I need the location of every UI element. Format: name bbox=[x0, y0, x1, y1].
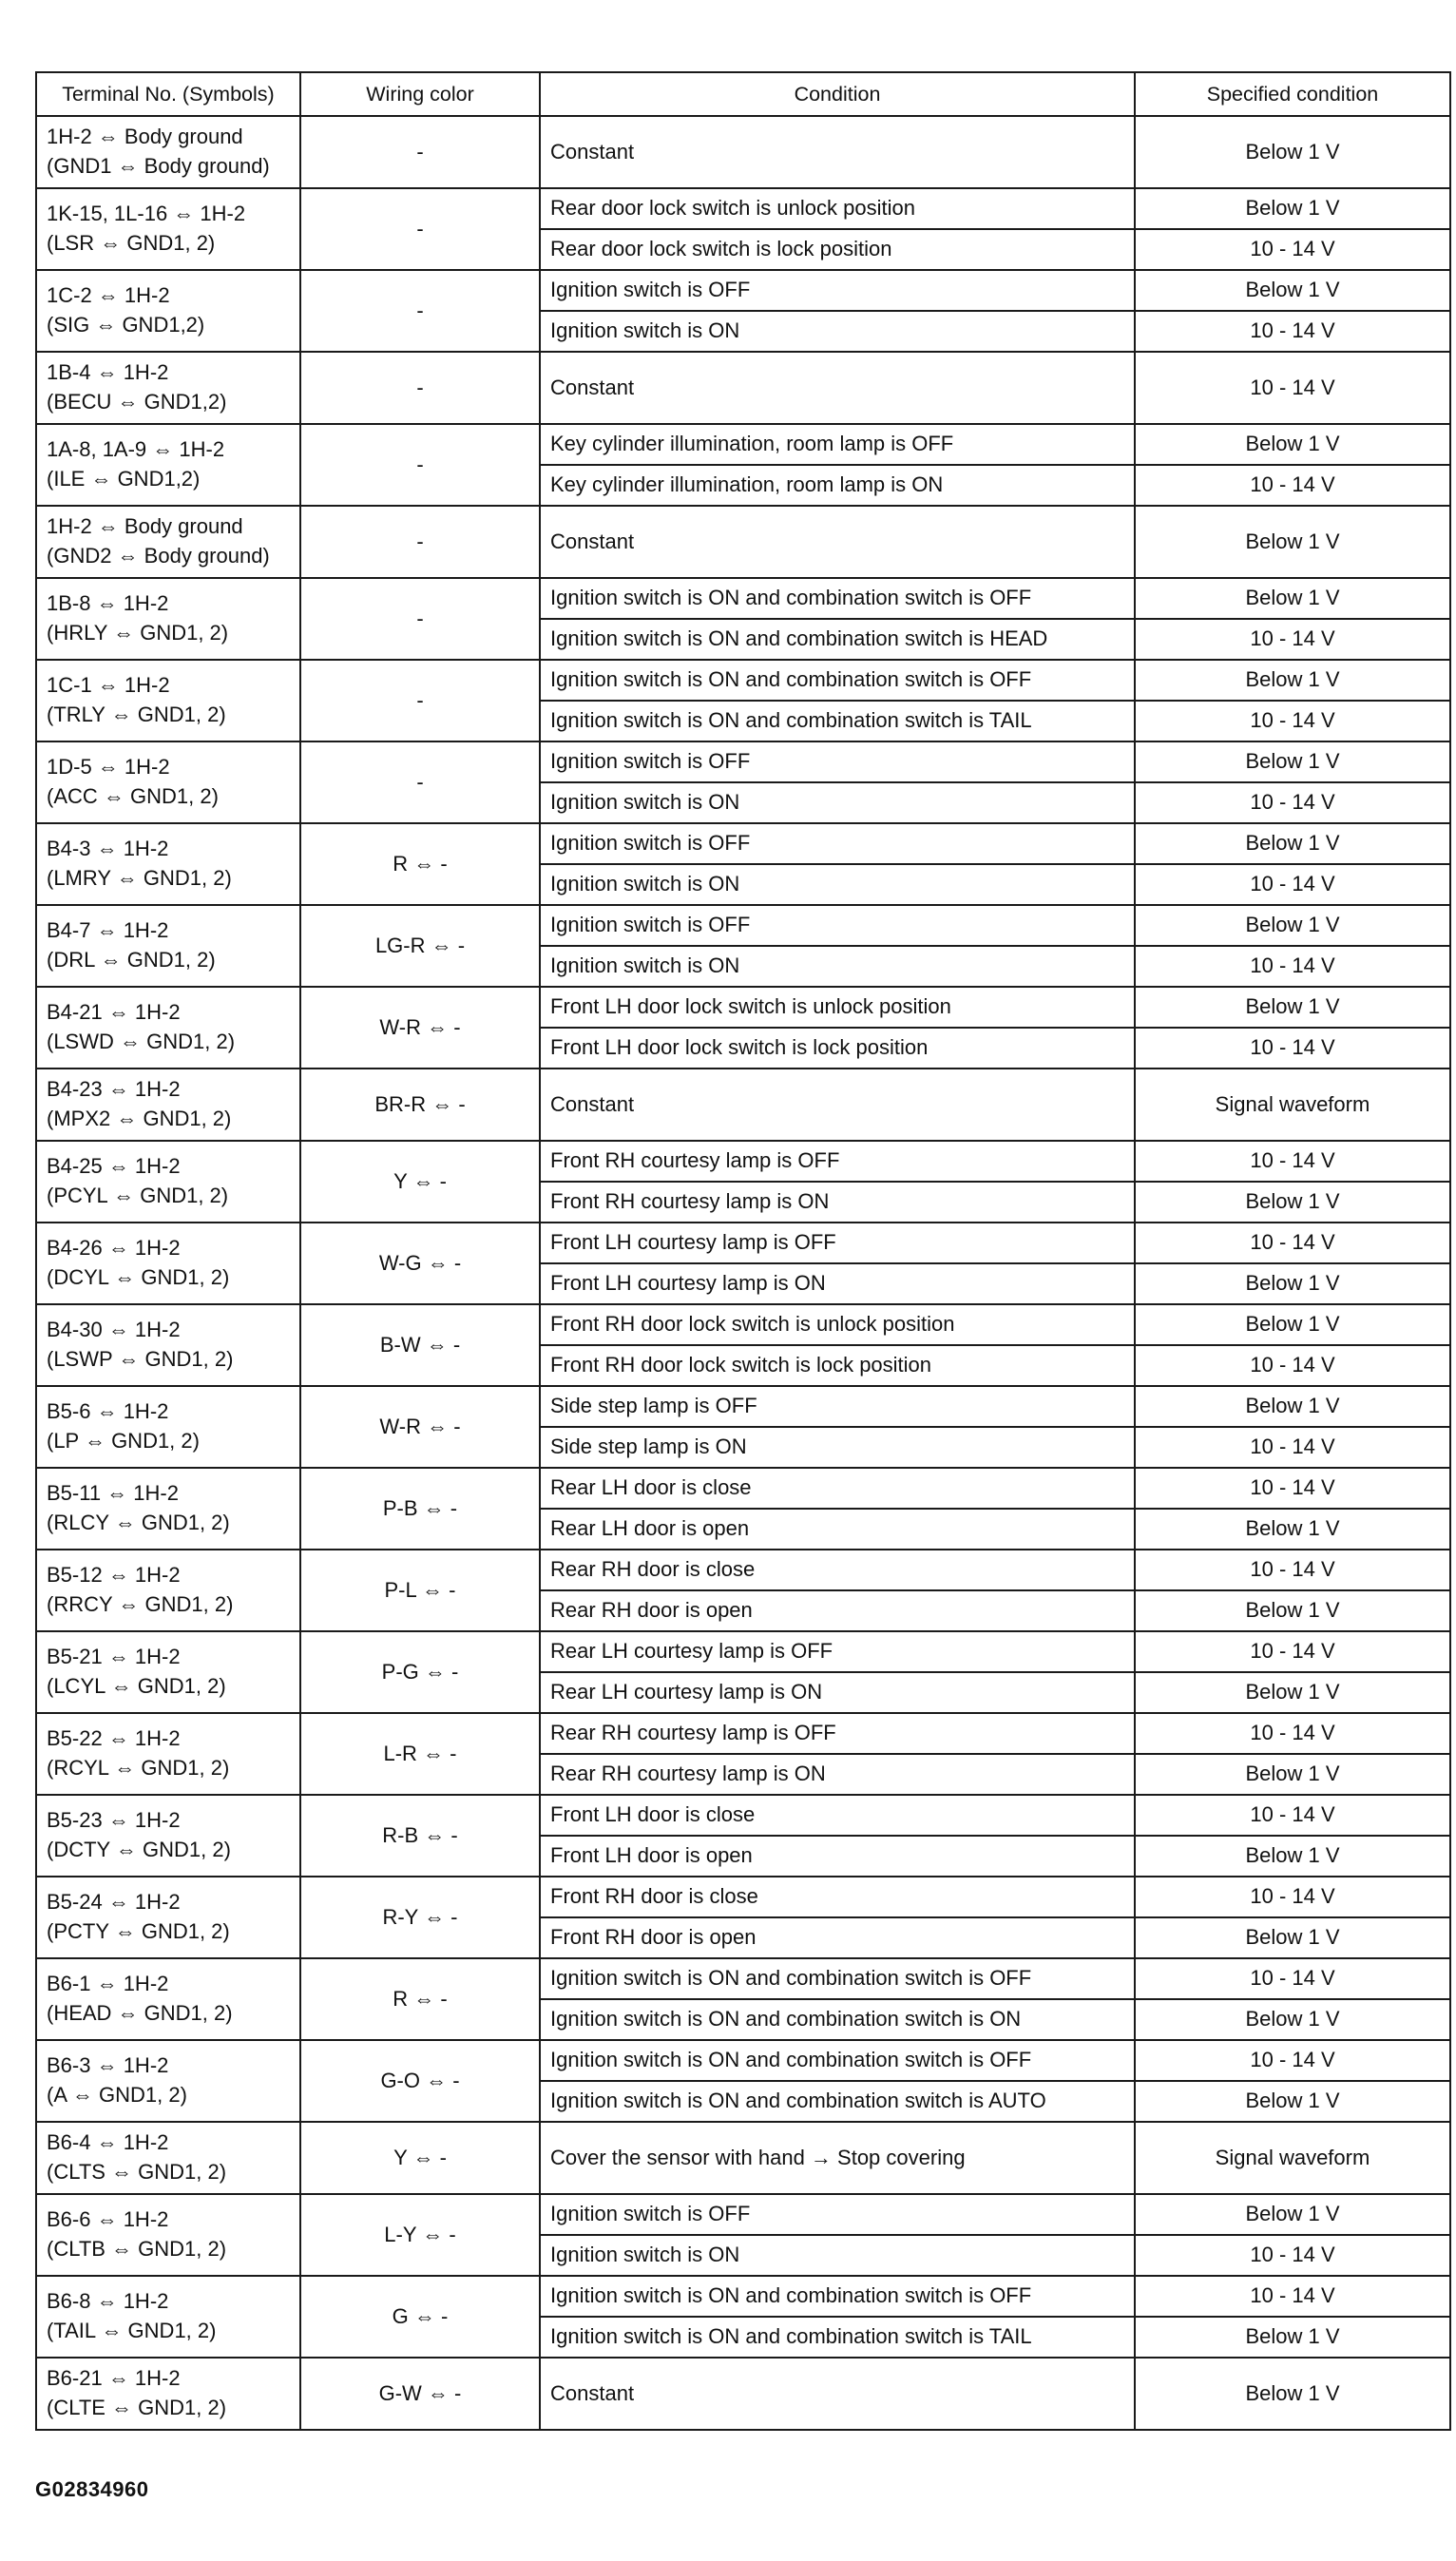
condition-cell: Rear RH courtesy lamp is ON bbox=[540, 1754, 1135, 1795]
wiring-color-cell: - bbox=[300, 506, 540, 578]
specified-condition-cell: Below 1 V bbox=[1135, 2358, 1450, 2430]
table-row bbox=[36, 1550, 1450, 1590]
table-row bbox=[36, 2358, 1450, 2430]
terminal-cell bbox=[36, 2358, 300, 2430]
condition-cell: Ignition switch is ON and combination switch is HEAD bbox=[540, 619, 1135, 660]
condition-cell: Ignition switch is ON and combination switch is TAIL bbox=[540, 701, 1135, 741]
condition-cell: Side step lamp is ON bbox=[540, 1427, 1135, 1468]
terminal-number: 1K-15, 1L-16 ⇔ 1H-2 bbox=[47, 202, 246, 226]
condition-cell: Front RH courtesy lamp is OFF bbox=[540, 1141, 1135, 1182]
condition-cell: Ignition switch is ON bbox=[540, 864, 1135, 905]
specified-condition-cell: Below 1 V bbox=[1135, 2194, 1450, 2235]
specified-condition-cell: 10 - 14 V bbox=[1135, 1427, 1450, 1468]
specified-condition-cell: Below 1 V bbox=[1135, 1386, 1450, 1427]
wiring-color-cell: P-G ⇔ - bbox=[300, 1631, 540, 1713]
terminal-number: B6-21 ⇔ 1H-2 bbox=[47, 2366, 181, 2391]
condition-cell: Ignition switch is OFF bbox=[540, 905, 1135, 946]
specified-condition-cell: Below 1 V bbox=[1135, 1263, 1450, 1304]
terminal-cell bbox=[36, 578, 300, 660]
terminal-spec-table bbox=[35, 71, 1451, 2431]
table-row bbox=[36, 116, 1450, 188]
condition-cell: Front RH door is open bbox=[540, 1917, 1135, 1958]
specified-condition-cell: Below 1 V bbox=[1135, 660, 1450, 701]
specified-condition-cell: Below 1 V bbox=[1135, 1754, 1450, 1795]
specified-condition-cell: Below 1 V bbox=[1135, 1836, 1450, 1877]
wiring-color-cell: L-Y ⇔ - bbox=[300, 2194, 540, 2276]
condition-cell: Ignition switch is OFF bbox=[540, 2194, 1135, 2235]
condition-cell: Side step lamp is OFF bbox=[540, 1386, 1135, 1427]
terminal-cell bbox=[36, 188, 300, 270]
specified-condition-cell: Below 1 V bbox=[1135, 578, 1450, 619]
terminal-symbols: (LSWD ⇔ GND1, 2) bbox=[47, 1030, 236, 1053]
terminal-number: B5-22 ⇔ 1H-2 bbox=[47, 1726, 181, 1751]
wiring-color-cell: W-R ⇔ - bbox=[300, 987, 540, 1069]
table-row bbox=[36, 506, 1450, 578]
table-row bbox=[36, 1877, 1450, 1917]
specified-condition-cell: Below 1 V bbox=[1135, 1590, 1450, 1631]
condition-cell: Constant bbox=[540, 506, 1135, 578]
condition-cell: Ignition switch is OFF bbox=[540, 823, 1135, 864]
table-row bbox=[36, 1141, 1450, 1182]
condition-cell: Rear door lock switch is unlock position bbox=[540, 188, 1135, 229]
specified-condition-cell: 10 - 14 V bbox=[1135, 311, 1450, 352]
condition-cell: Front LH door is open bbox=[540, 1836, 1135, 1877]
terminal-symbols: (SIG ⇔ GND1,2) bbox=[47, 313, 205, 337]
specified-condition-cell: Below 1 V bbox=[1135, 1304, 1450, 1345]
condition-cell: Rear LH courtesy lamp is OFF bbox=[540, 1631, 1135, 1672]
condition-cell: Constant bbox=[540, 352, 1135, 424]
wiring-color-cell: - bbox=[300, 578, 540, 660]
specified-condition-cell: Signal waveform bbox=[1135, 2122, 1450, 2194]
condition-cell: Rear LH courtesy lamp is ON bbox=[540, 1672, 1135, 1713]
condition-cell: Cover the sensor with hand → Stop covering bbox=[540, 2122, 1135, 2194]
condition-cell: Front RH courtesy lamp is ON bbox=[540, 1182, 1135, 1223]
condition-cell: Rear RH door is open bbox=[540, 1590, 1135, 1631]
table-row bbox=[36, 424, 1450, 465]
terminal-number: 1H-2 ⇔ Body ground bbox=[47, 125, 243, 149]
specified-condition-cell: 10 - 14 V bbox=[1135, 2235, 1450, 2276]
terminal-number: B4-3 ⇔ 1H-2 bbox=[47, 837, 169, 861]
specified-condition-cell: 10 - 14 V bbox=[1135, 1223, 1450, 1263]
specified-condition-cell: Below 1 V bbox=[1135, 823, 1450, 864]
terminal-symbols: (HRLY ⇔ GND1, 2) bbox=[47, 621, 229, 645]
terminal-number: B5-21 ⇔ 1H-2 bbox=[47, 1645, 181, 1669]
specified-condition-cell: 10 - 14 V bbox=[1135, 352, 1450, 424]
specified-condition-cell: Below 1 V bbox=[1135, 424, 1450, 465]
terminal-cell bbox=[36, 1304, 300, 1386]
specified-condition-cell: Below 1 V bbox=[1135, 987, 1450, 1028]
condition-cell: Constant bbox=[540, 116, 1135, 188]
specified-condition-cell: Below 1 V bbox=[1135, 506, 1450, 578]
terminal-symbols: (RLCY ⇔ GND1, 2) bbox=[47, 1511, 230, 1534]
wiring-color-cell: - bbox=[300, 741, 540, 823]
terminal-cell bbox=[36, 2122, 300, 2194]
wiring-color-cell: BR-R ⇔ - bbox=[300, 1069, 540, 1141]
wiring-color-cell: R ⇔ - bbox=[300, 823, 540, 905]
wiring-color-cell: L-R ⇔ - bbox=[300, 1713, 540, 1795]
condition-cell: Ignition switch is ON and combination switch is OFF bbox=[540, 578, 1135, 619]
terminal-number: B6-6 ⇔ 1H-2 bbox=[47, 2207, 169, 2232]
table-row bbox=[36, 823, 1450, 864]
wiring-color-cell: Y ⇔ - bbox=[300, 2122, 540, 2194]
table-row bbox=[36, 660, 1450, 701]
table-row bbox=[36, 2040, 1450, 2081]
terminal-cell bbox=[36, 1141, 300, 1223]
header-terminal: Terminal No. (Symbols) bbox=[36, 72, 300, 116]
terminal-symbols: (LCYL ⇔ GND1, 2) bbox=[47, 1674, 226, 1698]
terminal-symbols: (BECU ⇔ GND1,2) bbox=[47, 390, 227, 414]
terminal-cell bbox=[36, 270, 300, 352]
table-row bbox=[36, 1468, 1450, 1509]
terminal-number: B5-6 ⇔ 1H-2 bbox=[47, 1399, 169, 1424]
condition-cell: Front LH door lock switch is unlock position bbox=[540, 987, 1135, 1028]
condition-cell: Ignition switch is ON bbox=[540, 782, 1135, 823]
wiring-color-cell: - bbox=[300, 188, 540, 270]
table-row bbox=[36, 2122, 1450, 2194]
terminal-symbols: (ILE ⇔ GND1,2) bbox=[47, 467, 201, 491]
specified-condition-cell: 10 - 14 V bbox=[1135, 946, 1450, 987]
wiring-color-cell: G-W ⇔ - bbox=[300, 2358, 540, 2430]
specified-condition-cell: 10 - 14 V bbox=[1135, 1345, 1450, 1386]
wiring-color-cell: - bbox=[300, 660, 540, 741]
header-specified-condition: Specified condition bbox=[1135, 72, 1450, 116]
specified-condition-cell: 10 - 14 V bbox=[1135, 1958, 1450, 1999]
condition-cell: Ignition switch is ON bbox=[540, 2235, 1135, 2276]
specified-condition-cell: 10 - 14 V bbox=[1135, 864, 1450, 905]
terminal-symbols: (LP ⇔ GND1, 2) bbox=[47, 1429, 200, 1453]
specified-condition-cell: 10 - 14 V bbox=[1135, 2040, 1450, 2081]
terminal-cell bbox=[36, 1468, 300, 1550]
terminal-cell bbox=[36, 1795, 300, 1877]
terminal-symbols: (CLTS ⇔ GND1, 2) bbox=[47, 2160, 227, 2184]
condition-cell: Ignition switch is ON and combination switch is ON bbox=[540, 1999, 1135, 2040]
specified-condition-cell: Below 1 V bbox=[1135, 188, 1450, 229]
table-row bbox=[36, 987, 1450, 1028]
terminal-cell bbox=[36, 987, 300, 1069]
condition-cell: Rear RH courtesy lamp is OFF bbox=[540, 1713, 1135, 1754]
specified-condition-cell: Below 1 V bbox=[1135, 2081, 1450, 2122]
terminal-symbols: (DCTY ⇔ GND1, 2) bbox=[47, 1838, 231, 1861]
terminal-symbols: (CLTB ⇔ GND1, 2) bbox=[47, 2237, 227, 2261]
terminal-number: B6-4 ⇔ 1H-2 bbox=[47, 2130, 169, 2155]
terminal-cell bbox=[36, 1069, 300, 1141]
terminal-symbols: (ACC ⇔ GND1, 2) bbox=[47, 784, 219, 808]
terminal-number: 1D-5 ⇔ 1H-2 bbox=[47, 755, 170, 780]
table-row bbox=[36, 578, 1450, 619]
table-row bbox=[36, 1069, 1450, 1141]
specified-condition-cell: Below 1 V bbox=[1135, 116, 1450, 188]
table-row bbox=[36, 1795, 1450, 1836]
condition-cell: Front LH door is close bbox=[540, 1795, 1135, 1836]
table-row bbox=[36, 1713, 1450, 1754]
specified-condition-cell: 10 - 14 V bbox=[1135, 701, 1450, 741]
condition-cell: Ignition switch is ON and combination switch is OFF bbox=[540, 660, 1135, 701]
specified-condition-cell: Below 1 V bbox=[1135, 1182, 1450, 1223]
terminal-number: B6-8 ⇔ 1H-2 bbox=[47, 2289, 169, 2314]
terminal-number: B4-21 ⇔ 1H-2 bbox=[47, 1000, 181, 1025]
terminal-symbols: (GND2 ⇔ Body ground) bbox=[47, 544, 270, 568]
terminal-symbols: (DRL ⇔ GND1, 2) bbox=[47, 948, 216, 972]
wiring-color-cell: R-B ⇔ - bbox=[300, 1795, 540, 1877]
condition-cell: Key cylinder illumination, room lamp is OFF bbox=[540, 424, 1135, 465]
terminal-cell bbox=[36, 1958, 300, 2040]
wiring-color-cell: LG-R ⇔ - bbox=[300, 905, 540, 987]
condition-cell: Ignition switch is ON and combination switch is TAIL bbox=[540, 2317, 1135, 2358]
terminal-cell bbox=[36, 506, 300, 578]
terminal-symbols: (GND1 ⇔ Body ground) bbox=[47, 154, 270, 178]
terminal-number: B5-23 ⇔ 1H-2 bbox=[47, 1808, 181, 1833]
table-row bbox=[36, 1223, 1450, 1263]
condition-cell: Ignition switch is ON and combination switch is OFF bbox=[540, 2040, 1135, 2081]
terminal-cell bbox=[36, 1631, 300, 1713]
terminal-number: B4-23 ⇔ 1H-2 bbox=[47, 1077, 181, 1102]
specified-condition-cell: 10 - 14 V bbox=[1135, 1713, 1450, 1754]
terminal-number: B4-7 ⇔ 1H-2 bbox=[47, 918, 169, 943]
figure-id: G02834960 bbox=[35, 2477, 149, 2501]
wiring-color-cell: B-W ⇔ - bbox=[300, 1304, 540, 1386]
terminal-symbols: (A ⇔ GND1, 2) bbox=[47, 2083, 187, 2107]
table-row bbox=[36, 352, 1450, 424]
specified-condition-cell: Below 1 V bbox=[1135, 1917, 1450, 1958]
terminal-number: 1C-2 ⇔ 1H-2 bbox=[47, 283, 170, 308]
specified-condition-cell: 10 - 14 V bbox=[1135, 2276, 1450, 2317]
table-row bbox=[36, 2194, 1450, 2235]
terminal-cell bbox=[36, 2194, 300, 2276]
specified-condition-cell: 10 - 14 V bbox=[1135, 229, 1450, 270]
header-row bbox=[36, 72, 1450, 116]
condition-cell: Front RH door is close bbox=[540, 1877, 1135, 1917]
terminal-number: B6-3 ⇔ 1H-2 bbox=[47, 2053, 169, 2078]
terminal-cell bbox=[36, 1386, 300, 1468]
terminal-symbols: (PCYL ⇔ GND1, 2) bbox=[47, 1184, 229, 1207]
condition-cell: Rear door lock switch is lock position bbox=[540, 229, 1135, 270]
specified-condition-cell: 10 - 14 V bbox=[1135, 1877, 1450, 1917]
terminal-number: 1A-8, 1A-9 ⇔ 1H-2 bbox=[47, 437, 225, 462]
wiring-color-cell: R-Y ⇔ - bbox=[300, 1877, 540, 1958]
wiring-color-cell: - bbox=[300, 270, 540, 352]
specified-condition-cell: Below 1 V bbox=[1135, 1509, 1450, 1550]
table-row bbox=[36, 1386, 1450, 1427]
table-row bbox=[36, 905, 1450, 946]
terminal-cell bbox=[36, 2040, 300, 2122]
wiring-color-cell: G-O ⇔ - bbox=[300, 2040, 540, 2122]
specified-condition-cell: Below 1 V bbox=[1135, 741, 1450, 782]
terminal-number: 1B-8 ⇔ 1H-2 bbox=[47, 591, 169, 616]
specified-condition-cell: Below 1 V bbox=[1135, 1999, 1450, 2040]
wiring-color-cell: W-G ⇔ - bbox=[300, 1223, 540, 1304]
wiring-color-cell: W-R ⇔ - bbox=[300, 1386, 540, 1468]
specified-condition-cell: Below 1 V bbox=[1135, 1672, 1450, 1713]
wiring-color-cell: G ⇔ - bbox=[300, 2276, 540, 2358]
terminal-cell bbox=[36, 823, 300, 905]
specified-condition-cell: 10 - 14 V bbox=[1135, 1028, 1450, 1069]
terminal-number: B5-12 ⇔ 1H-2 bbox=[47, 1563, 181, 1588]
wiring-color-cell: - bbox=[300, 424, 540, 506]
terminal-number: B4-30 ⇔ 1H-2 bbox=[47, 1318, 181, 1342]
table-row bbox=[36, 270, 1450, 311]
terminal-number: B6-1 ⇔ 1H-2 bbox=[47, 1972, 169, 1996]
terminal-symbols: (LSR ⇔ GND1, 2) bbox=[47, 231, 216, 255]
terminal-number: 1H-2 ⇔ Body ground bbox=[47, 514, 243, 539]
condition-cell: Front LH door lock switch is lock position bbox=[540, 1028, 1135, 1069]
table-row bbox=[36, 1304, 1450, 1345]
terminal-symbols: (PCTY ⇔ GND1, 2) bbox=[47, 1919, 230, 1943]
terminal-cell bbox=[36, 116, 300, 188]
condition-cell: Rear LH door is close bbox=[540, 1468, 1135, 1509]
condition-cell: Ignition switch is ON and combination switch is AUTO bbox=[540, 2081, 1135, 2122]
header-condition: Condition bbox=[540, 72, 1135, 116]
table-row bbox=[36, 1958, 1450, 1999]
condition-cell: Ignition switch is OFF bbox=[540, 270, 1135, 311]
terminal-cell bbox=[36, 741, 300, 823]
terminal-symbols: (DCYL ⇔ GND1, 2) bbox=[47, 1265, 230, 1289]
terminal-symbols: (RRCY ⇔ GND1, 2) bbox=[47, 1592, 234, 1616]
terminal-cell bbox=[36, 1877, 300, 1958]
terminal-number: B4-26 ⇔ 1H-2 bbox=[47, 1236, 181, 1261]
terminal-symbols: (HEAD ⇔ GND1, 2) bbox=[47, 2001, 233, 2025]
specified-condition-cell: Signal waveform bbox=[1135, 1069, 1450, 1141]
specified-condition-cell: 10 - 14 V bbox=[1135, 465, 1450, 506]
specified-condition-cell: Below 1 V bbox=[1135, 2317, 1450, 2358]
terminal-symbols: (CLTE ⇔ GND1, 2) bbox=[47, 2396, 227, 2419]
terminal-number: B4-25 ⇔ 1H-2 bbox=[47, 1154, 181, 1179]
table-row bbox=[36, 1631, 1450, 1672]
condition-cell: Front RH door lock switch is lock position bbox=[540, 1345, 1135, 1386]
condition-cell: Ignition switch is OFF bbox=[540, 741, 1135, 782]
terminal-cell bbox=[36, 660, 300, 741]
wiring-color-cell: - bbox=[300, 116, 540, 188]
specified-condition-cell: 10 - 14 V bbox=[1135, 1631, 1450, 1672]
table-row bbox=[36, 741, 1450, 782]
condition-cell: Constant bbox=[540, 2358, 1135, 2430]
specified-condition-cell: 10 - 14 V bbox=[1135, 1141, 1450, 1182]
condition-cell: Ignition switch is ON and combination switch is OFF bbox=[540, 2276, 1135, 2317]
terminal-number: 1B-4 ⇔ 1H-2 bbox=[47, 360, 169, 385]
condition-cell: Constant bbox=[540, 1069, 1135, 1141]
table-row bbox=[36, 2276, 1450, 2317]
wiring-color-cell: P-L ⇔ - bbox=[300, 1550, 540, 1631]
specified-condition-cell: 10 - 14 V bbox=[1135, 782, 1450, 823]
specified-condition-cell: 10 - 14 V bbox=[1135, 619, 1450, 660]
terminal-cell bbox=[36, 424, 300, 506]
condition-cell: Rear RH door is close bbox=[540, 1550, 1135, 1590]
table-row bbox=[36, 188, 1450, 229]
terminal-cell bbox=[36, 2276, 300, 2358]
condition-cell: Front LH courtesy lamp is OFF bbox=[540, 1223, 1135, 1263]
condition-cell: Front LH courtesy lamp is ON bbox=[540, 1263, 1135, 1304]
condition-cell: Ignition switch is ON bbox=[540, 311, 1135, 352]
specified-condition-cell: 10 - 14 V bbox=[1135, 1795, 1450, 1836]
terminal-symbols: (MPX2 ⇔ GND1, 2) bbox=[47, 1107, 232, 1130]
terminal-number: B5-11 ⇔ 1H-2 bbox=[47, 1481, 179, 1506]
wiring-color-cell: Y ⇔ - bbox=[300, 1141, 540, 1223]
table-body bbox=[36, 116, 1450, 2430]
terminal-symbols: (LMRY ⇔ GND1, 2) bbox=[47, 866, 232, 890]
terminal-symbols: (TAIL ⇔ GND1, 2) bbox=[47, 2319, 217, 2342]
header-wiring-color: Wiring color bbox=[300, 72, 540, 116]
terminal-cell bbox=[36, 1713, 300, 1795]
condition-cell: Key cylinder illumination, room lamp is ON bbox=[540, 465, 1135, 506]
terminal-number: 1C-1 ⇔ 1H-2 bbox=[47, 673, 170, 698]
terminal-symbols: (LSWP ⇔ GND1, 2) bbox=[47, 1347, 234, 1371]
wiring-color-cell: - bbox=[300, 352, 540, 424]
terminal-symbols: (RCYL ⇔ GND1, 2) bbox=[47, 1756, 230, 1780]
wiring-color-cell: R ⇔ - bbox=[300, 1958, 540, 2040]
condition-cell: Ignition switch is ON bbox=[540, 946, 1135, 987]
terminal-symbols: (TRLY ⇔ GND1, 2) bbox=[47, 703, 226, 726]
terminal-cell bbox=[36, 352, 300, 424]
terminal-cell bbox=[36, 1223, 300, 1304]
specified-condition-cell: 10 - 14 V bbox=[1135, 1550, 1450, 1590]
terminal-cell bbox=[36, 905, 300, 987]
terminal-cell bbox=[36, 1550, 300, 1631]
condition-cell: Front RH door lock switch is unlock position bbox=[540, 1304, 1135, 1345]
wiring-color-cell: P-B ⇔ - bbox=[300, 1468, 540, 1550]
specified-condition-cell: Below 1 V bbox=[1135, 270, 1450, 311]
specified-condition-cell: 10 - 14 V bbox=[1135, 1468, 1450, 1509]
condition-cell: Rear LH door is open bbox=[540, 1509, 1135, 1550]
condition-cell: Ignition switch is ON and combination switch is OFF bbox=[540, 1958, 1135, 1999]
terminal-number: B5-24 ⇔ 1H-2 bbox=[47, 1890, 181, 1915]
specified-condition-cell: Below 1 V bbox=[1135, 905, 1450, 946]
